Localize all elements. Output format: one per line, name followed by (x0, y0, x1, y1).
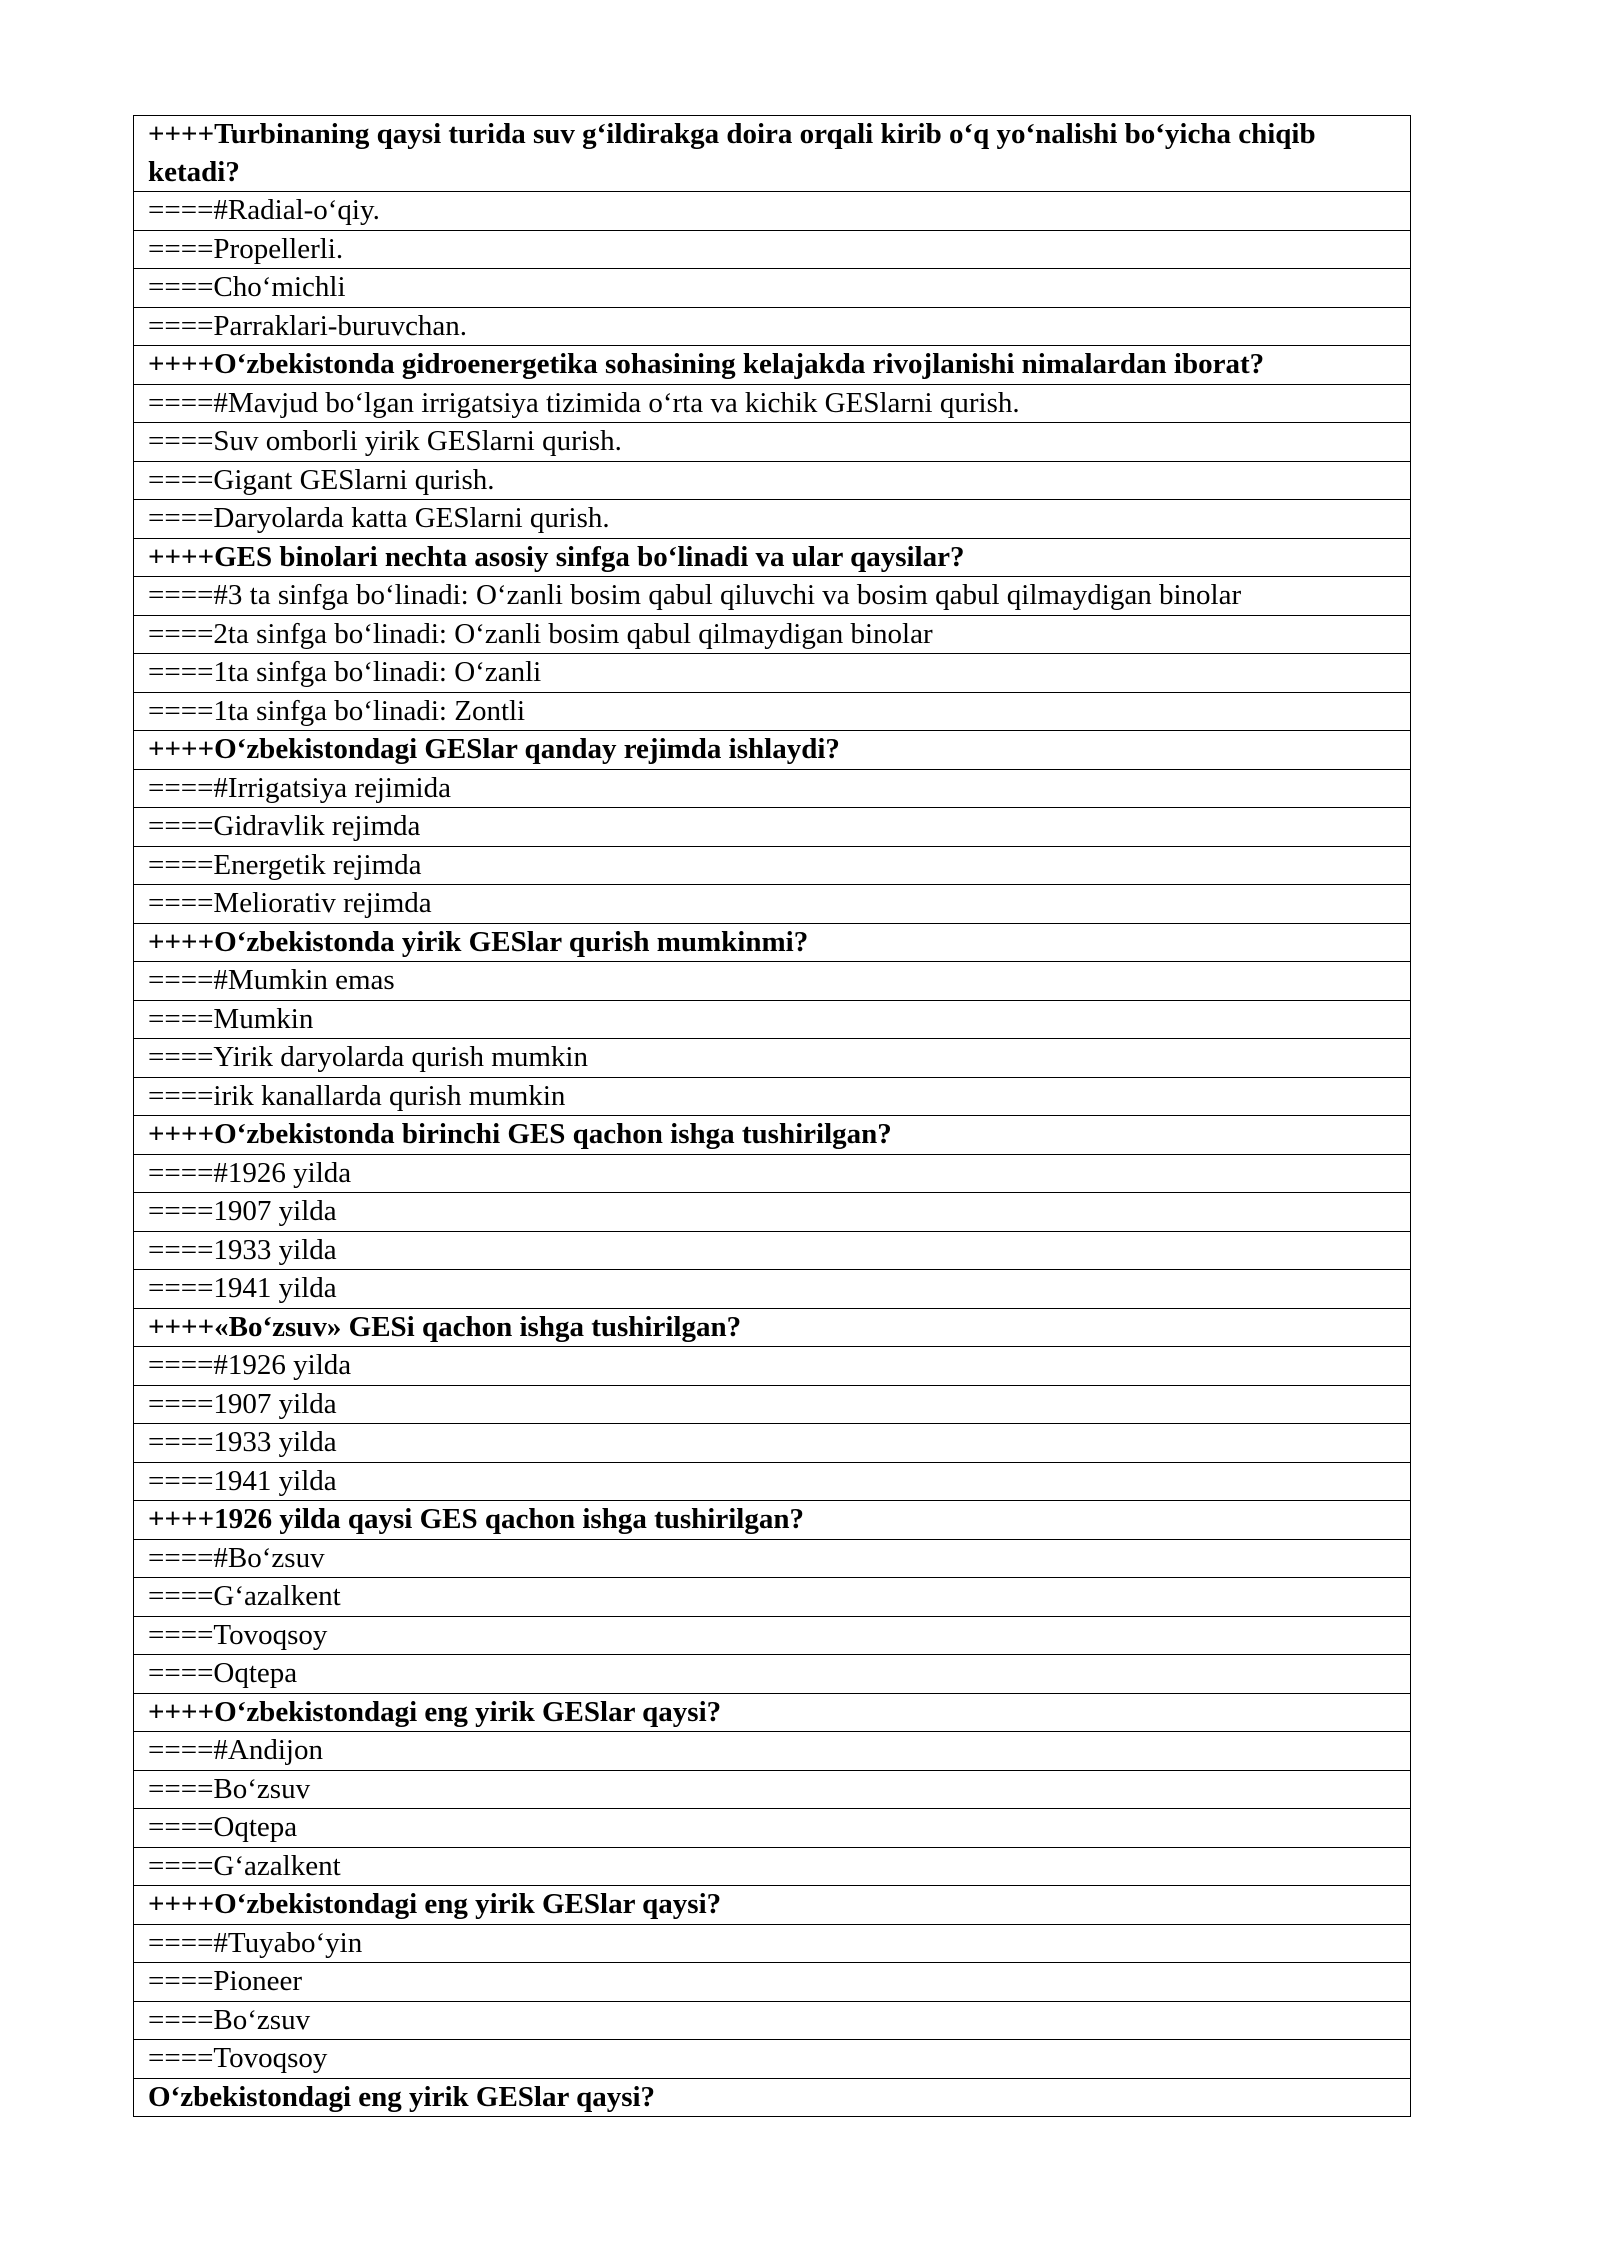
answer-option-text: ====1907 yilda (134, 1385, 1411, 1424)
question-row (134, 1886, 1411, 1925)
answer-row (134, 769, 1411, 808)
answer-option-text: ====Cho‘michli (134, 269, 1411, 308)
answer-row (134, 1770, 1411, 1809)
question-row (134, 731, 1411, 770)
answer-row (134, 577, 1411, 616)
answer-row (134, 654, 1411, 693)
answer-row (134, 1578, 1411, 1617)
answer-row (134, 1809, 1411, 1848)
answer-option-text: ====Daryolarda katta GESlarni qurish. (134, 500, 1411, 539)
answer-row (134, 1924, 1411, 1963)
answer-option-text: ====Oqtepa (134, 1655, 1411, 1694)
answer-row (134, 1270, 1411, 1309)
answer-row (134, 500, 1411, 539)
answer-option-text: ====Mumkin (134, 1000, 1411, 1039)
answer-row (134, 2040, 1411, 2079)
answer-row (134, 269, 1411, 308)
answer-option-text: ====Gidravlik rejimda (134, 808, 1411, 847)
answer-row (134, 846, 1411, 885)
answer-option-text: ====2ta sinfga bo‘linadi: O‘zanli bosim qabul qilmaydigan binolar (134, 615, 1411, 654)
question-row (134, 1693, 1411, 1732)
answer-row (134, 692, 1411, 731)
answer-option-text: ====Meliorativ rejimda (134, 885, 1411, 924)
answer-option-text: ====Tovoqsoy (134, 1616, 1411, 1655)
question-row (134, 538, 1411, 577)
answer-option-text: ====Gigant GESlarni qurish. (134, 461, 1411, 500)
question-text: ++++1926 yilda qaysi GES qachon ishga tushirilgan? (134, 1501, 1411, 1540)
question-row (134, 2078, 1411, 2117)
answer-row (134, 1616, 1411, 1655)
answer-option-text: ====Propellerli. (134, 230, 1411, 269)
answer-row (134, 1347, 1411, 1386)
answer-row (134, 1847, 1411, 1886)
answer-option-text: ====1ta sinfga bo‘linadi: O‘zanli (134, 654, 1411, 693)
answer-option-text: ====Oqtepa (134, 1809, 1411, 1848)
answer-option-text: ====1933 yilda (134, 1231, 1411, 1270)
question-text: ++++GES binolari nechta asosiy sinfga bo‘linadi va ular qaysilar? (134, 538, 1411, 577)
answer-row (134, 384, 1411, 423)
answer-option-text: ====#Tuyabo‘yin (134, 1924, 1411, 1963)
answer-option-text: ====#1926 yilda (134, 1347, 1411, 1386)
question-text: ++++Turbinaning qaysi turida suv g‘ildirakga doira orqali kirib o‘q yo‘nalishi bo‘yicha chiqib ketadi? (134, 116, 1411, 192)
question-row (134, 1501, 1411, 1540)
answer-option-text: ====Bo‘zsuv (134, 1770, 1411, 1809)
answer-row (134, 962, 1411, 1001)
answer-row (134, 2001, 1411, 2040)
question-row (134, 116, 1411, 192)
question-row (134, 923, 1411, 962)
answer-option-text: ====Suv omborli yirik GESlarni qurish. (134, 423, 1411, 462)
answer-row (134, 1000, 1411, 1039)
question-table (133, 115, 1411, 2117)
question-row (134, 346, 1411, 385)
question-text: ++++O‘zbekistondagi eng yirik GESlar qaysi? (134, 1693, 1411, 1732)
answer-option-text: ====#Irrigatsiya rejimida (134, 769, 1411, 808)
answer-row (134, 1424, 1411, 1463)
answer-row (134, 1154, 1411, 1193)
question-text: ++++O‘zbekistondagi GESlar qanday rejimda ishlaydi? (134, 731, 1411, 770)
answer-option-text: ====1ta sinfga bo‘linadi: Zontli (134, 692, 1411, 731)
question-text: ++++«Bo‘zsuv» GESi qachon ishga tushirilgan? (134, 1308, 1411, 1347)
question-text: ++++O‘zbekistonda yirik GESlar qurish mumkinmi? (134, 923, 1411, 962)
answer-option-text: ====Parraklari-buruvchan. (134, 307, 1411, 346)
answer-option-text: ====1907 yilda (134, 1193, 1411, 1232)
answer-option-text: ====#Radial-o‘qiy. (134, 192, 1411, 231)
answer-option-text: ====#Andijon (134, 1732, 1411, 1771)
answer-row (134, 461, 1411, 500)
answer-option-text: ====#1926 yilda (134, 1154, 1411, 1193)
answer-option-text: ====Tovoqsoy (134, 2040, 1411, 2079)
answer-row (134, 1385, 1411, 1424)
document-page (133, 115, 1411, 2117)
answer-option-text: ====Yirik daryolarda qurish mumkin (134, 1039, 1411, 1078)
answer-option-text: ====1941 yilda (134, 1270, 1411, 1309)
answer-option-text: ====#Mumkin emas (134, 962, 1411, 1001)
answer-option-text: ====#Mavjud bo‘lgan irrigatsiya tizimida o‘rta va kichik GESlarni qurish. (134, 384, 1411, 423)
answer-option-text: ====Pioneer (134, 1963, 1411, 2002)
answer-option-text: ====Energetik rejimda (134, 846, 1411, 885)
answer-row (134, 1231, 1411, 1270)
answer-row (134, 230, 1411, 269)
answer-row (134, 307, 1411, 346)
answer-option-text: ====G‘azalkent (134, 1847, 1411, 1886)
question-row (134, 1308, 1411, 1347)
answer-option-text: ====1941 yilda (134, 1462, 1411, 1501)
answer-row (134, 1655, 1411, 1694)
answer-row (134, 1963, 1411, 2002)
question-text: ++++O‘zbekistondagi eng yirik GESlar qaysi? (134, 1886, 1411, 1925)
answer-row (134, 615, 1411, 654)
answer-row (134, 1462, 1411, 1501)
question-text: O‘zbekistondagi eng yirik GESlar qaysi? (134, 2078, 1411, 2117)
answer-row (134, 1539, 1411, 1578)
answer-option-text: ====#Bo‘zsuv (134, 1539, 1411, 1578)
answer-row (134, 808, 1411, 847)
answer-row (134, 1732, 1411, 1771)
question-table-body (134, 116, 1411, 2117)
answer-option-text: ====#3 ta sinfga bo‘linadi: O‘zanli bosim qabul qiluvchi va bosim qabul qilmaydigan binolar (134, 577, 1411, 616)
question-text: ++++O‘zbekistonda birinchi GES qachon ishga tushirilgan? (134, 1116, 1411, 1155)
question-text: ++++O‘zbekistonda gidroenergetika sohasining kelajakda rivojlanishi nimalardan iborat? (134, 346, 1411, 385)
answer-row (134, 1193, 1411, 1232)
answer-option-text: ====Bo‘zsuv (134, 2001, 1411, 2040)
answer-row (134, 423, 1411, 462)
answer-row (134, 885, 1411, 924)
answer-row (134, 1039, 1411, 1078)
answer-row (134, 1077, 1411, 1116)
answer-row (134, 192, 1411, 231)
answer-option-text: ====1933 yilda (134, 1424, 1411, 1463)
question-row (134, 1116, 1411, 1155)
answer-option-text: ====G‘azalkent (134, 1578, 1411, 1617)
answer-option-text: ====irik kanallarda qurish mumkin (134, 1077, 1411, 1116)
